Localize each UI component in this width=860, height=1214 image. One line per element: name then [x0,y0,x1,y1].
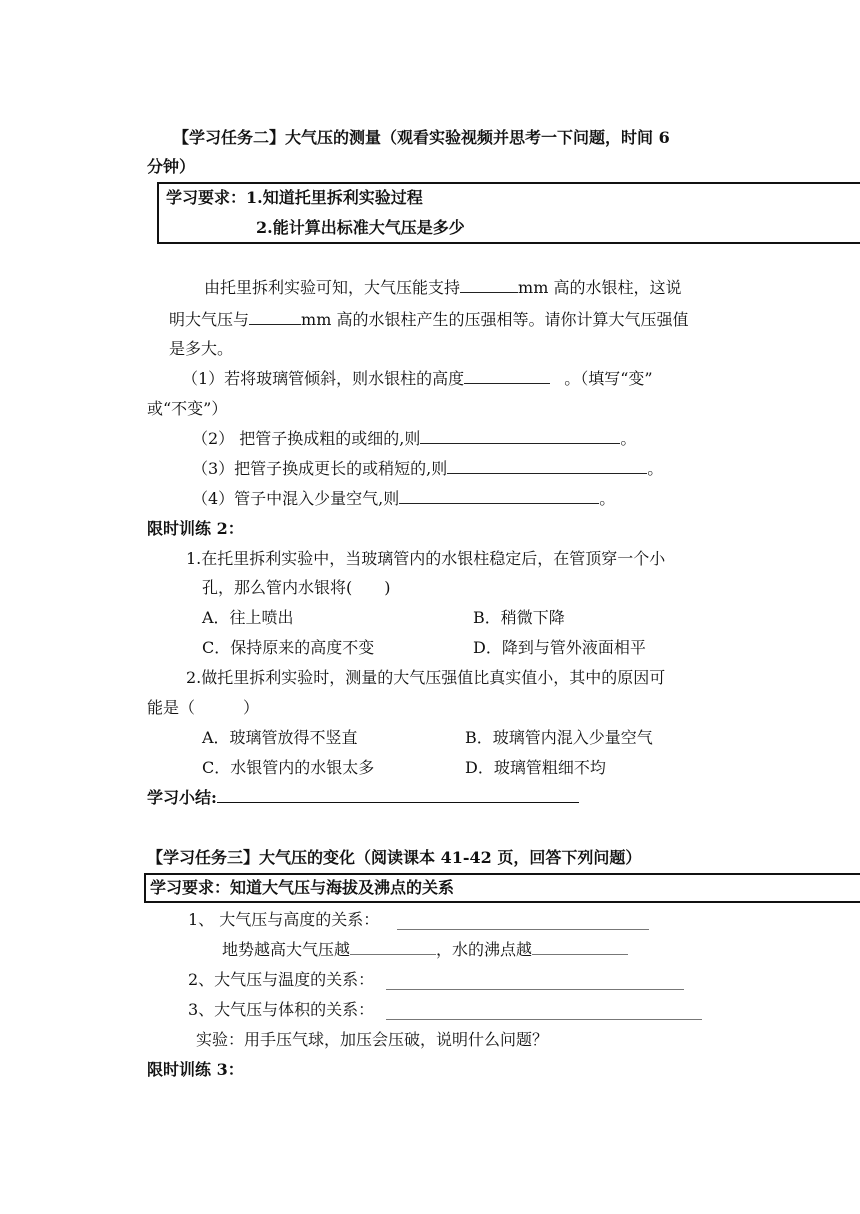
drill2-item1-line1: 1.在托里拆利实验中，当玻璃管内的水银柱稳定后，在管顶穿一个小 [186,549,666,568]
paragraph-text-c: 明大气压与 [169,310,250,329]
paragraph-text-b: mm 高的水银柱，这说 [518,278,682,297]
learning-summary [147,788,579,808]
task3-relation-1-sub [222,940,628,960]
drill2-item2-line1: 2.做托里拆利实验时，测量的大气压强值比真实值小，其中的原因可 [186,668,666,687]
task2-req-line1: 学习要求：1.知道托里拆利实验过程 [166,188,423,207]
task3-relation-1-blank[interactable] [397,929,649,930]
drill2-item2-option-d[interactable]: D．玻璃管粗细不均 [465,758,606,777]
task3-heading: 【学习任务三】大气压的变化（阅读课本 41-42 页，回答下列问题） [147,848,642,867]
drill2-item1-option-b[interactable]: B．稍微下降 [473,608,565,627]
paragraph-line2 [169,310,688,330]
task3-req: 学习要求：知道大气压与海拔及沸点的关系 [150,878,455,897]
question-3-period: 。 [647,459,664,478]
pressure-blank[interactable] [350,940,436,955]
question-3-blank[interactable] [447,459,647,474]
blank-mm-2[interactable] [249,310,301,325]
task3-relation-2-blank[interactable] [386,989,684,990]
task3-relation-1-sub-text-b: ，水的沸点越 [436,940,533,959]
question-2 [192,429,636,449]
question-1-hint-cont: 或“不变”） [147,399,228,418]
learning-summary-label: 学习小结: [147,788,217,807]
drill2-item2-option-b[interactable]: B．玻璃管内混入少量空气 [465,728,653,747]
drill2-item2-line2: 能是（ ） [147,698,260,717]
task3-relation-1: 1、 大气压与高度的关系： [188,910,380,929]
question-3 [192,459,663,479]
paragraph-line3: 是多大。 [169,339,234,358]
question-2-period: 。 [620,429,637,448]
question-3-text: （3）把管子换成更长的或稍短的,则 [192,459,448,478]
task3-relation-3-blank[interactable] [386,1019,702,1020]
task2-req-line2: 2.能计算出标准大气压是多少 [256,218,465,237]
drill3-title: 限时训练 3： [147,1060,244,1079]
question-1 [182,369,653,389]
paragraph-line1 [204,278,681,298]
question-1-hint: 。（填写“变” [564,369,653,388]
drill2-item1-line2: 孔，那么管内水银将( ) [202,578,391,597]
question-2-text: （2） 把管子换成粗的或细的,则 [192,429,421,448]
learning-summary-blank[interactable] [217,788,579,803]
boiling-point-blank[interactable] [532,940,628,955]
question-2-blank[interactable] [420,429,620,444]
task3-experiment: 实验：用手压气球，加压会压破，说明什么问题？ [196,1030,549,1049]
drill2-title: 限时训练 2： [147,519,244,538]
drill2-item2-option-a[interactable]: A．玻璃管放得不竖直 [202,728,358,747]
task3-relation-1-sub-text-a: 地势越高大气压越 [222,940,351,959]
task3-relation-2: 2、大气压与温度的关系： [188,970,375,989]
question-1-blank[interactable] [464,369,550,384]
task2-heading-line1: 【学习任务二】大气压的测量（观看实验视频并思考一下问题，时间 6 [173,128,670,147]
question-4 [192,489,615,509]
paragraph-text-d: mm 高的水银柱产生的压强相等。请你计算大气压强值 [301,310,689,329]
drill2-item2-option-c[interactable]: C．水银管内的水银太多 [202,758,375,777]
paragraph-text-a: 由托里拆利实验可知，大气压能支持 [204,278,461,297]
blank-mm-1[interactable] [460,278,518,293]
question-4-period: 。 [599,489,616,508]
drill2-item1-option-c[interactable]: C．保持原来的高度不变 [202,638,375,657]
question-1-text: （1）若将玻璃管倾斜，则水银柱的高度 [182,369,465,388]
drill2-item1-option-d[interactable]: D．降到与管外液面相平 [473,638,646,657]
task3-relation-3: 3、大气压与体积的关系： [188,1000,375,1019]
question-4-blank[interactable] [399,489,599,504]
drill2-item1-option-a[interactable]: A．往上喷出 [202,608,294,627]
task2-heading-line2: 分钟） [147,157,196,176]
question-4-text: （4）管子中混入少量空气,则 [192,489,400,508]
